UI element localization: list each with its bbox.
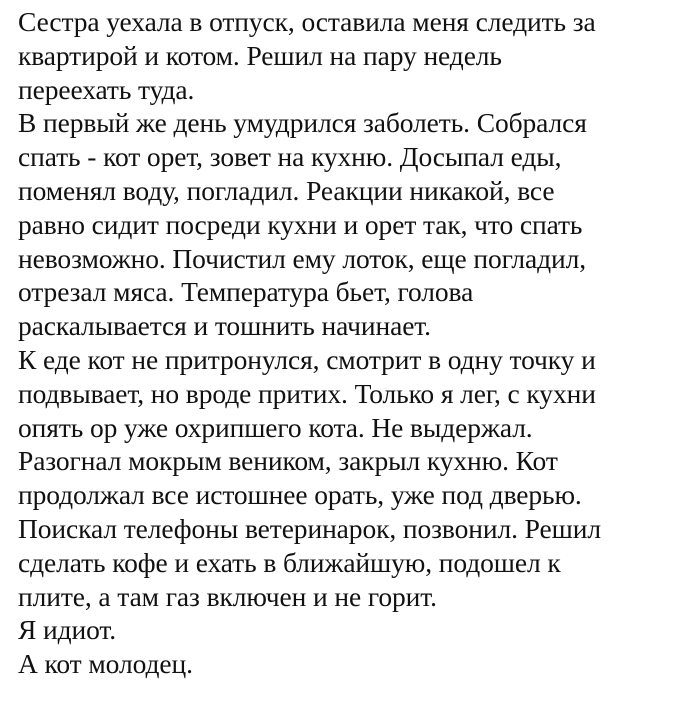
text-line: сделать кофе и ехать в ближайшую, подошел к (18, 546, 561, 578)
text-line: продолжал все истошнее орать, уже под дверью. (18, 479, 582, 511)
text-line: А кот молодец. (18, 648, 193, 680)
text-line: поменял воду, погладил. Реакции никакой, все (18, 174, 555, 206)
text-line: спать - кот орет, зовет на кухню. Досыпал еды, (18, 141, 562, 173)
text-line: переехать туда. (18, 73, 195, 105)
text-line: отрезал мяса. Температура бьет, голова (18, 276, 474, 308)
text-line: опять ор уже охрипшего кота. Не выдержал. (18, 411, 533, 443)
text-line: Поискал телефоны ветеринарок, позвонил. Решил (18, 512, 601, 544)
story-text (18, 5, 694, 681)
text-line: В первый же день умудрился заболеть. Собрался (18, 107, 587, 139)
text-line: Я идиот. (18, 614, 117, 646)
text-line: невозможно. Почистил ему лоток, еще погладил, (18, 242, 587, 274)
text-line: плите, а там газ включен и не горит. (18, 580, 437, 612)
text-line: квартирой и котом. Решил на пару недель (18, 39, 502, 71)
text-line: равно сидит посреди кухни и орет так, что спать (18, 208, 583, 240)
text-line: К еде кот не притронулся, смотрит в одну точку и (18, 343, 596, 375)
text-line: подвывает, но вроде притих. Только я лег, с кухни (18, 377, 596, 409)
text-line: Сестра уехала в отпуск, оставила меня следить за (18, 6, 596, 37)
text-line: раскалывается и тошнить начинает. (18, 310, 431, 342)
text-line: Разогнал мокрым веником, закрыл кухню. Кот (18, 445, 558, 477)
